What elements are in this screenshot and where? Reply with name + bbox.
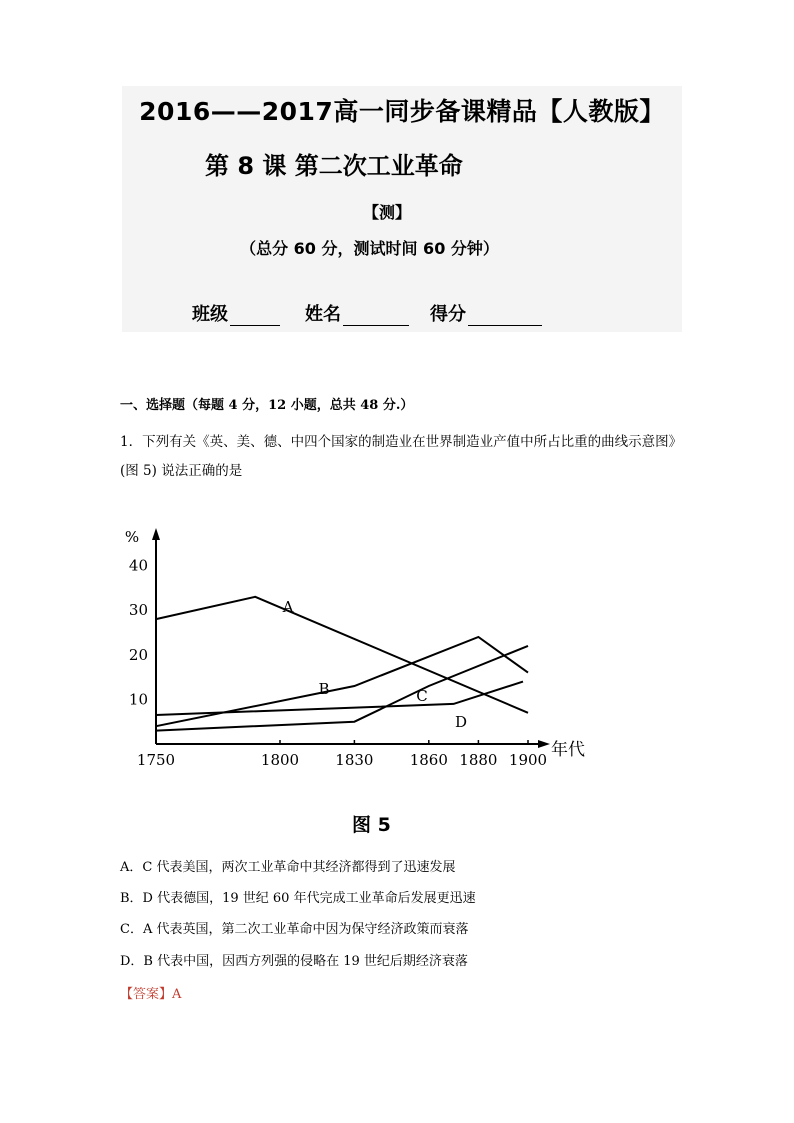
y-axis-arrow <box>152 528 160 540</box>
x-tick-label: 1900 <box>508 751 548 769</box>
y-axis-label: % <box>124 528 140 546</box>
answer-label: 【答案】 <box>120 987 173 1002</box>
y-tick-label: 40 <box>128 556 148 575</box>
series-label-c: C <box>416 687 428 705</box>
name-blank <box>343 305 409 326</box>
class-blank <box>230 305 280 326</box>
y-tick-label: 20 <box>128 645 148 664</box>
series-label-a: A <box>282 598 294 616</box>
section-heading: 一、选择题（每题 4 分，12 小题，总共 48 分.） <box>120 398 414 413</box>
y-tick-label: 30 <box>128 601 148 620</box>
document-title: 2016——2017高一同步备课精品【人教版】 <box>139 97 665 126</box>
line-chart <box>110 520 610 780</box>
x-axis-arrow <box>538 740 550 748</box>
option-a: A．C 代表美国，两次工业革命中其经济都得到了迅速发展 <box>120 860 456 875</box>
x-axis-label: 年代 <box>551 740 585 760</box>
answer <box>120 983 181 1002</box>
lesson-title: 第 8 课 第二次工业革命 <box>205 152 463 180</box>
y-tick-label: 10 <box>128 690 148 709</box>
figure-caption: 图 5 <box>352 814 391 836</box>
option-c: C．A 代表英国，第二次工业革命中因为保守经济政策而衰落 <box>120 922 469 937</box>
series-label-b: B <box>318 680 330 698</box>
option-b: B．D 代表德国，19 世纪 60 年代完成工业革命后发展更迅速 <box>120 891 476 906</box>
x-tick-label: 1750 <box>136 751 176 769</box>
name-field <box>305 300 409 326</box>
answer-value: A <box>172 987 182 1002</box>
class-field <box>192 300 280 326</box>
option-d: D．B 代表中国，因西方列强的侵略在 19 世纪后期经济衰落 <box>120 954 468 969</box>
series-label-d: D <box>454 713 468 731</box>
test-tag: 【测】 <box>362 203 411 222</box>
x-tick-label: 1830 <box>335 751 374 769</box>
x-tick-label: 1800 <box>260 751 300 769</box>
name-label: 姓名 <box>305 304 341 325</box>
x-tick-label: 1860 <box>409 751 448 769</box>
x-tick-label: 1880 <box>459 751 498 769</box>
question-text: 1．下列有关《英、美、德、中四个国家的制造业在世界制造业产值中所占比重的曲线示意图》(图 5) 说法正确的是 <box>120 434 676 479</box>
series-line-a <box>156 597 528 713</box>
class-label: 班级 <box>192 304 228 325</box>
score-info: （总分 60 分，测试时间 60 分钟） <box>240 239 499 258</box>
score-blank <box>468 305 542 326</box>
score-field <box>430 300 542 326</box>
score-label: 得分 <box>430 304 466 325</box>
